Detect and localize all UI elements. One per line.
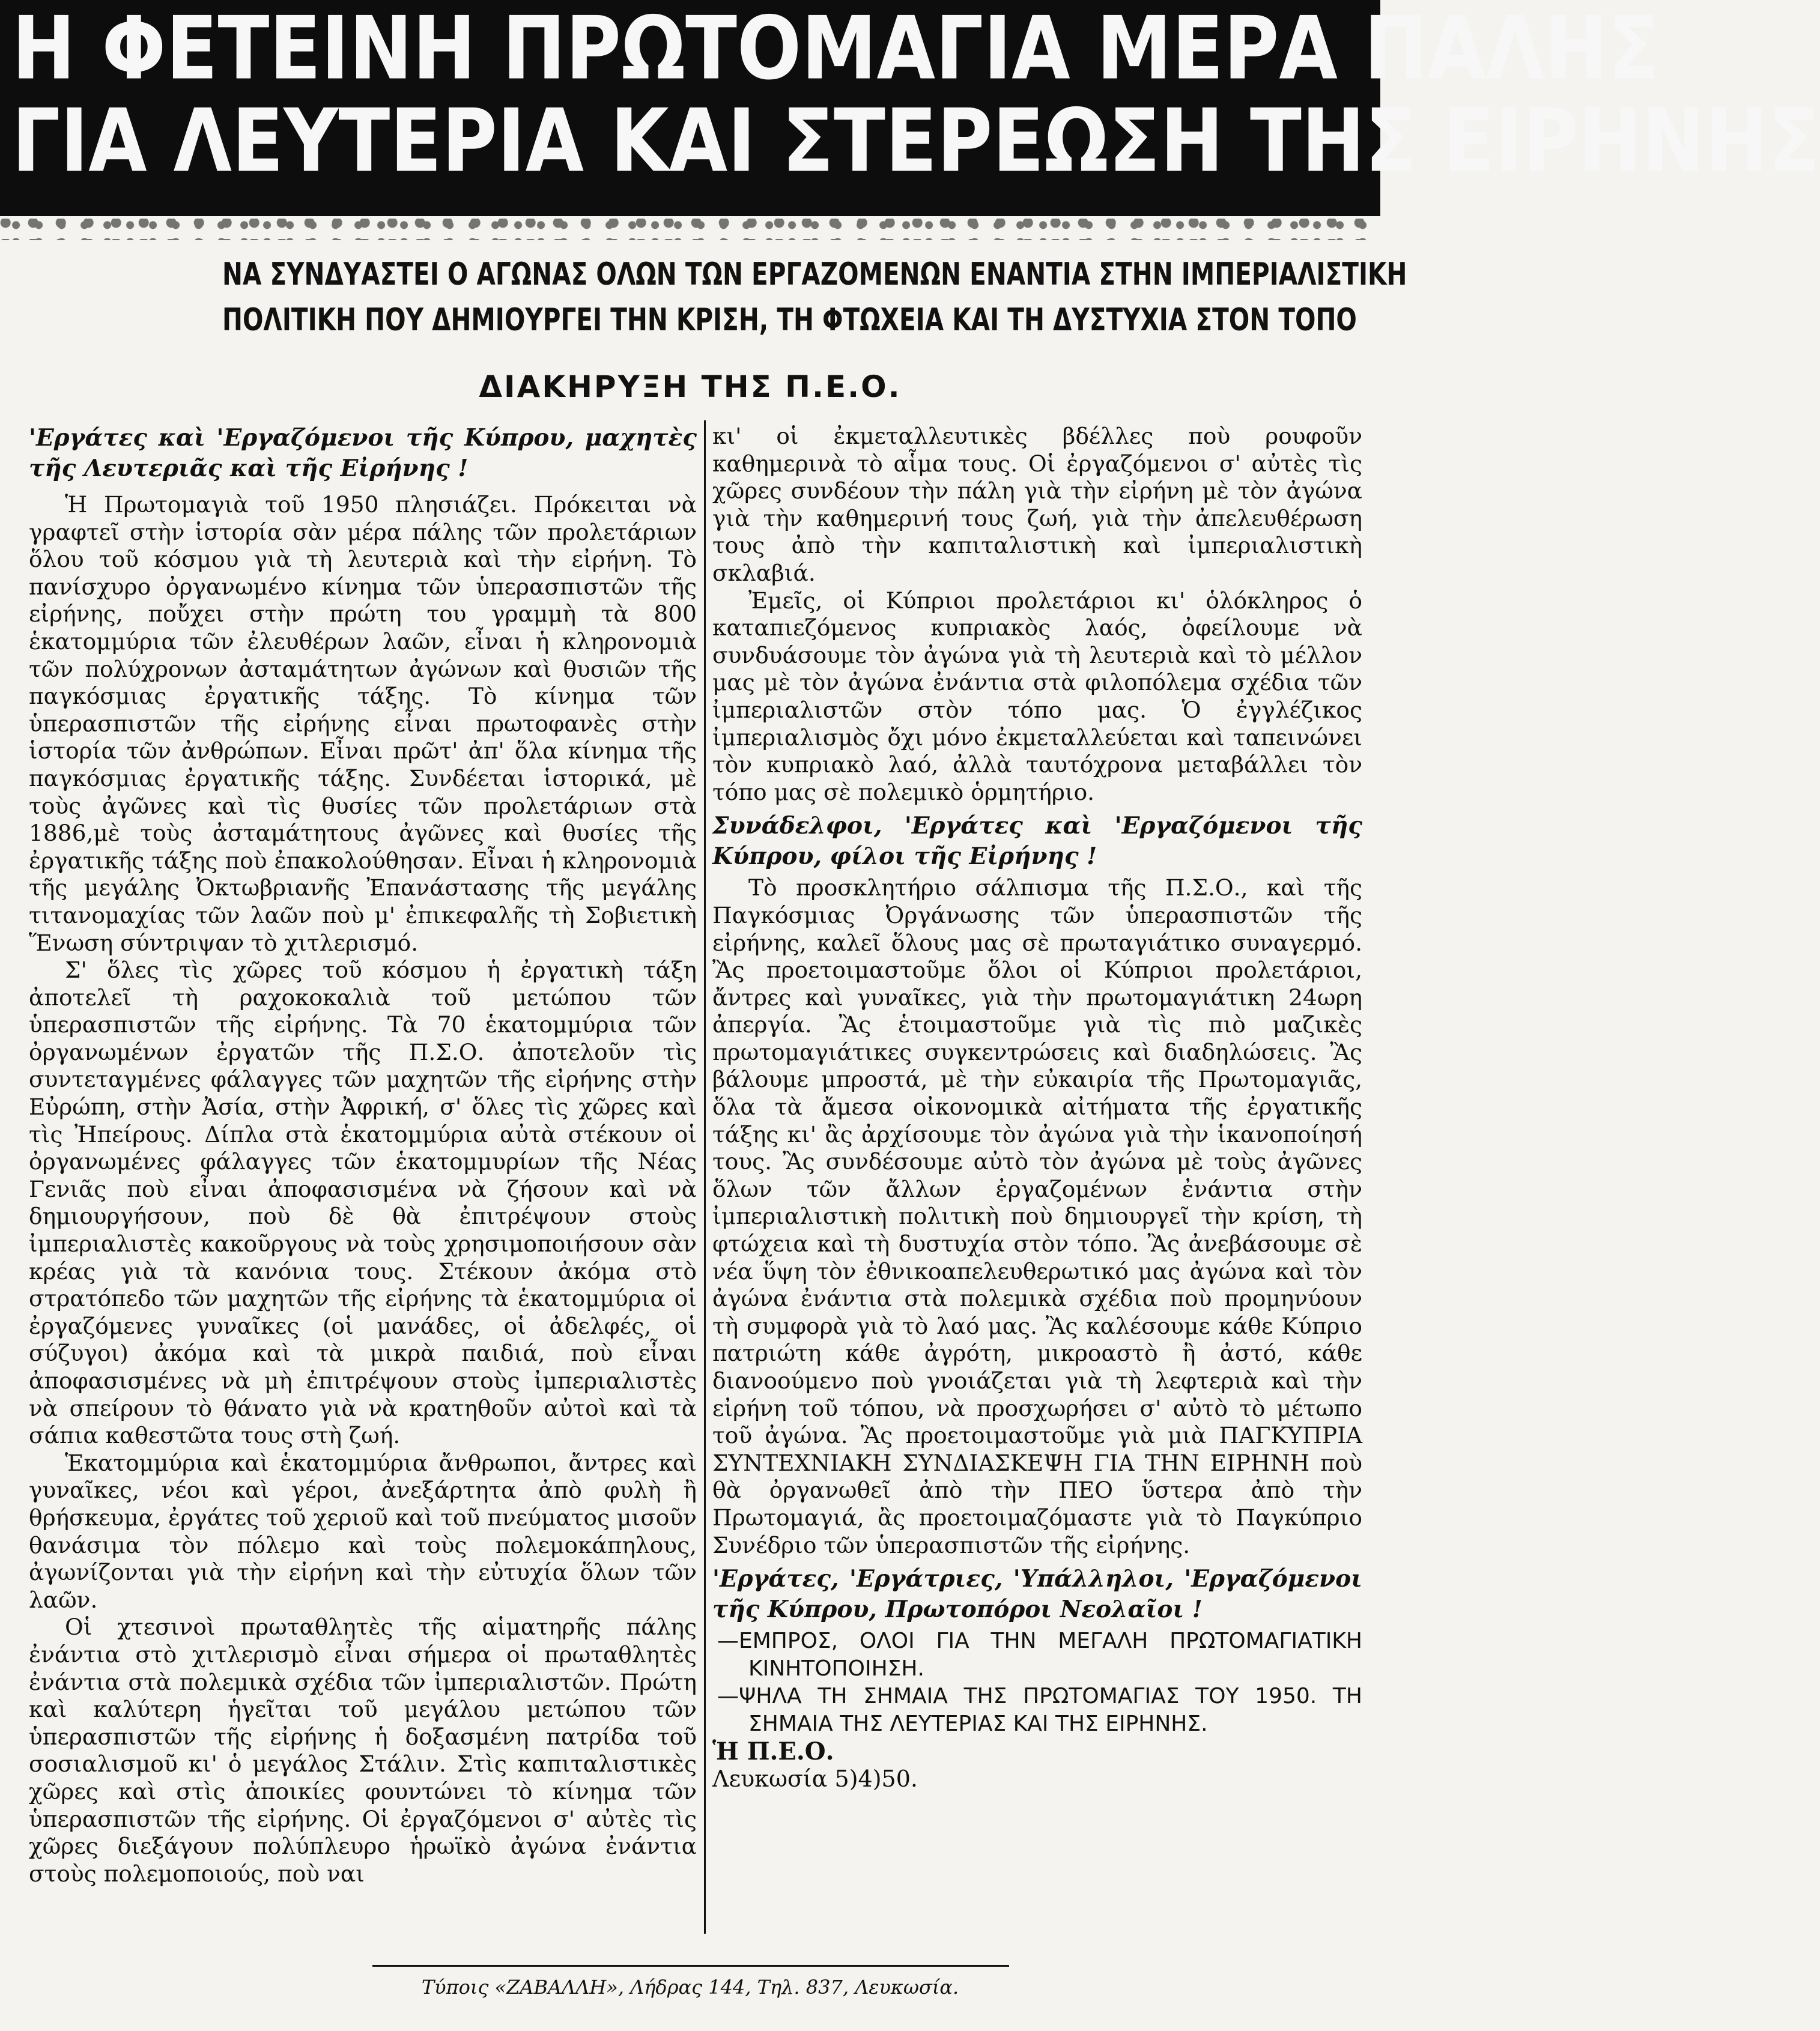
column-divider bbox=[704, 420, 706, 1934]
call-to-comrades: Συνάδελφοι, 'Εργάτες καὶ 'Εργαζόμενοι τῆς Κύπρου, φίλοι τῆς Εἰρήνης ! bbox=[712, 812, 1362, 871]
left-paragraph-4: Οἱ χτεσινοὶ πρωταθλητὲς τῆς αἱματηρῆς πάλης ἐνάντια στὸ χιτλερισμὸ εἶναι σήμερα οἱ πρωταθλητὲς ἐνάντια στὰ πολεμικὰ σχέδια τῶν ἰμπεριαλιστῶν. Πρώτη καὶ καλύτερη ἡγεῖται τοῦ μεγάλου μετώπου τῶν ὑπερασπιστῶν τῆς εἰρήνης ἡ δοξασμένη πατρίδα τοῦ σοσιαλισμοῦ κι' ὁ μεγάλος Στάλιν. Στὶς καπιταλιστικὲς χῶρες καὶ στὶς ἀποικίες φουντώνει τὸ κίνημα τῶν ὑπερασπιστῶν τῆς εἰρήνης. Οἱ ἐργαζόμενοι σ' αὐτὲς τὶς χῶρες διεξάγουν πολύπλευρο ἡρωϊκὸ ἀγώνα ἐνάντια στοὺς πολεμοποιούς, ποὺ ναι bbox=[29, 1614, 697, 1887]
left-paragraph-1: Ἡ Πρωτομαγιὰ τοῦ 1950 πλησιάζει. Πρόκειται νὰ γραφτεῖ στὴν ἱστορία σὰν μέρα πάλης τῶν προλετάριων ὅλου τοῦ κόσμου γιὰ τὴ λευτεριὰ καὶ τὴν εἰρήνη. Τὸ πανίσχυρο ὀργανωμένο κίνημα τῶν ὑπερασπιστῶν τῆς εἰρήνης, ποὔχει στὴν πρώτη του γραμμὴ τὰ 800 ἑκατομμύρια τῶν ἐλευθέρων λαῶν, εἶναι ἡ κληρονομιὰ τῶν πολύχρονων ἀσταμάτητων ἀγώνων καὶ θυσιῶν τῆς παγκόσμιας ἐργατικῆς τάξης. Τὸ κίνημα τῶν ὑπερασπιστῶν τῆς εἰρήνης εἶναι πρωτοφανὲς στὴν ἱστορία τῶν ἀνθρώπων. Εἶναι πρῶτ' ἀπ' ὅλα κίνημα τῆς παγκόσμιας ἐργατικῆς τάξης. Συνδέεται ἱστορικά, μὲ τοὺς ἀγῶνες καὶ τὶς θυσίες τῶν προλετάριων στὰ 1886,μὲ τοὺς ἀσταμάτητους ἀγῶνες καὶ θυσίες τῆς ἐργατικῆς τάξης ποὺ ἐπακολούθησαν. Εἶναι ἡ κληρονομιὰ τῆς μεγάλης Ὀκτωβριανῆς Ἐπανάστασης τῆς μεγάλης τιτανομαχίας τῶν λαῶν ποὺ μ' ἐπικεφαλῆς τὴ Σοβιετικὴ Ἕνωση σύντριψαν τὸ χιτλερισμό. bbox=[29, 491, 697, 956]
subheadline-line-1: ΝΑ ΣΥΝΔΥΑΣΤΕΙ Ο ΑΓΩΝΑΣ ΟΛΩΝ ΤΩΝ ΕΡΓΑΖΟΜΕΝΩΝ ΕΝΑΝΤΙΑ ΣΤΗΝ ΙΜΠΕΡΙΑΛΙΣΤΙΚΗ bbox=[222, 256, 1407, 292]
opening-call: 'Εργάτες καὶ 'Εργαζόμενοι τῆς Κύπρου, μαχητὲς τῆς Λευτεριᾶς καὶ τῆς Εἰρήνης ! bbox=[29, 424, 697, 482]
left-paragraph-3: Ἑκατομμύρια καὶ ἑκατομμύρια ἄνθρωποι, ἄντρες καὶ γυναῖκες, νέοι καὶ γέροι, ἀνεξάρτητα ἀπὸ φυλὴ ἢ θρήσκευμα, ἐργάτες τοῦ χεριοῦ καὶ τοῦ πνεύματος μισοῦν θανάσιμα τὸν πόλεμο καὶ τοὺς πολεμοκάπηλους, ἀγωνίζονται γιὰ τὴν εἰρήνη καὶ τὴν εὐτυχία ὅλων τῶν λαῶν. bbox=[29, 1449, 697, 1613]
declaration-title: ΔΙΑΚΗΡΥΞΗ ΤΗΣ Π.Ε.Ο. bbox=[479, 369, 902, 404]
signature: Ἡ Π.Ε.Ο. bbox=[712, 1737, 834, 1766]
left-column bbox=[29, 423, 697, 1887]
left-paragraph-2: Σ' ὅλες τὶς χῶρες τοῦ κόσμου ἡ ἐργατικὴ τάξη ἀποτελεῖ τὴ ραχοκοκαλιὰ τοῦ μετώπου τῶν ὑπερασπιστῶν τῆς εἰρήνης. Τὰ 70 ἑκατομμύρια τῶν ὀργανωμένων ἐργατῶν τῆς Π.Σ.Ο. ἀποτελοῦν τὶς συντεταγμένες φάλαγγες τῶν μαχητῶν τῆς εἰρήνης στὴν Εὐρώπη, στὴν Ἀσία, στὴν Ἀφρική, σ' ὅλες τὶς χῶρες καὶ τὶς Ἠπείρους. Δίπλα στὰ ἑκατομμύρια αὐτὰ στέκουν οἱ ὀργανωμένες φάλαγγες τῶν ἑκατομμυρίων τῆς Νέας Γενιᾶς ποὺ εἶναι ἀποφασισμένα νὰ ζήσουν καὶ νὰ δημιουργήσουν, ποὺ δὲ θὰ ἐπιτρέψουν στοὺς ἰμπεριαλιστὲς κακοῦργους νὰ τοὺς χρησιμοποιήσουν σὰν κρέας γιὰ τὰ κανόνια τους. Στέκουν ἀκόμα στὸ στρατόπεδο τῶν μαχητῶν τῆς εἰρήνης τὰ ἑκατομμύρια οἱ ἐργαζόμενες γυναῖκες (οἱ μανάδες, οἱ ἀδελφές, οἱ σύζυγοι) ἀκόμα καὶ τὰ μικρὰ παιδιά, ποὺ εἶναι ἀποφασισμένες νὰ μὴ ἐπιτρέψουν στοὺς ἰμπεριαλιστὲς νὰ σπείρουν τὸ θάνατο γιὰ νὰ κρατηθοῦν αὐτοὶ καὶ τὰ σάπια καθεστῶτα τους στὴ ζωή. bbox=[29, 957, 697, 1449]
right-paragraph-2: Ἐμεῖς, οἱ Κύπριοι προλετάριοι κι' ὁλόκληρος ὁ καταπιεζόμενος κυπριακὸς λαός, ὀφείλουμε νὰ συνδυάσουμε τὸν ἀγώνα γιὰ τὴ λευτεριὰ καὶ τὸ μέλλον μας μὲ τὸν ἀγώνα ἐνάντια στὰ φιλοπόλεμα σχέδια τῶν ἰμπεριαλιστῶν στὸν τόπο μας. Ὁ ἐγγλέζικος ἰμπεριαλισμὸς ὄχι μόνο ἐκμεταλλεύεται καὶ ταπεινώνει τὸν κυπριακὸ λαό, ἀλλὰ ταυτόχρονα μεταβάλλει τὸν τόπο μας σὲ πολεμικὸ ὁρμητήριο. bbox=[712, 587, 1362, 805]
slogan-1: —ΕΜΠΡΟΣ, ΟΛΟΙ ΓΙΑ ΤΗΝ ΜΕΓΑΛΗ ΠΡΩΤΟΜΑΓΙΑΤΙΚΗ ΚΙΝΗΤΟΠΟΙΗΣΗ. bbox=[717, 1629, 1362, 1681]
right-column bbox=[712, 423, 1362, 1793]
slogan-2: —ΨΗΛΑ ΤΗ ΣΗΜΑΙΑ ΤΗΣ ΠΡΩΤΟΜΑΓΙΑΣ ΤΟΥ 1950. ΤΗ ΣΗΜΑΙΑ ΤΗΣ ΛΕΥΤΕΡΙΑΣ ΚΑΙ ΤΗΣ ΕΙΡΗΝΗΣ. bbox=[717, 1684, 1362, 1737]
dateline: Λευκωσία 5)4)50. bbox=[712, 1765, 918, 1792]
subheadline-line-2: ΠΟΛΙΤΙΚΗ ΠΟΥ ΔΗΜΙΟΥΡΓΕΙ ΤΗΝ ΚΡΙΣΗ, ΤΗ ΦΤΩΧΕΙΑ ΚΑΙ ΤΗ ΔΥΣΤΥΧΙΑ ΣΤΟΝ ΤΟΠΟ bbox=[222, 302, 1357, 338]
footer-rule bbox=[372, 1965, 1009, 1967]
right-paragraph-1: κι' οἱ ἐκμεταλλευτικὲς βδέλλες ποὺ ρουφοῦν καθημερινὰ τὸ αἷμα τους. Οἱ ἐργαζόμενοι σ' αὐτὲς τὶς χῶρες συνδέουν τὴν πάλη γιὰ τὴν εἰρήνη μὲ τὸν ἀγώνα γιὰ τὴν καθημερινή τους ζωή, γιὰ τὴν ἀπελευθέρωση τους ἀπὸ τὴν καπιταλιστικὴ καὶ ἰμπεριαλιστικὴ σκλαβιά. bbox=[712, 423, 1362, 586]
headline-line-1: Η ΦΕΤΕΙΝΗ ΠΡΩΤΟΜΑΓΙΑ ΜΕΡΑ ΠΑΛΗΣ bbox=[12, 0, 1660, 99]
printer-imprint: Τύποις «ΖΑΒΑΛΛΗ», Λήδρας 144, Τηλ. 837, Λευκωσία. bbox=[421, 1976, 959, 1999]
right-paragraph-3: Τὸ προσκλητήριο σάλπισμα τῆς Π.Σ.Ο., καὶ τῆς Παγκόσμιας Ὀργάνωσης τῶν ὑπερασπιστῶν τῆς εἰρήνης, καλεῖ ὅλους μας σὲ πρωταγιάτικο συναγερμό. Ἂς προετοιμαστοῦμε ὅλοι οἱ Κύπριοι προλετάριοι, ἄντρες καὶ γυναῖκες, γιὰ τὴν πρωτομαγιάτικη 24ωρη ἀπεργία. Ἂς ἑτοιμαστοῦμε γιὰ τὶς πιὸ μαζικὲς πρωτομαγιάτικες συγκεντρώσεις καὶ διαδηλώσεις. Ἂς βάλουμε μπροστά, μὲ τὴν εὐκαιρία τῆς Πρωτομαγιᾶς, ὅλα τὰ ἄμεσα οἰκονομικὰ αἰτήματα τῆς ἐργατικῆς τάξης κι' ἂς ἀρχίσουμε τὸν ἀγώνα γιὰ τὴν ἱκανοποίησή τους. Ἂς συνδέσουμε αὐτὸ τὸν ἀγώνα μὲ τοὺς ἀγῶνες ὅλων τῶν ἄλλων ἐργαζομένων ἐνάντια στὴν ἰμπεριαλιστικὴ πολιτικὴ ποὺ δημιουργεῖ τὴν κρίση, τὴ φτώχεια καὶ τὴ δυστυχία στὸν τόπο. Ἂς ἀνεβάσουμε σὲ νέα ὕψη τὸν ἐθνικοαπελευθερωτικό μας ἀγώνα καὶ τὸν ἀγώνα ἐνάντια στὰ πολεμικὰ σχέδια ποὺ προμηνύουν τὴ συμφορὰ γιὰ τὸ λαό μας. Ἂς καλέσουμε κάθε Κύπριο πατριώτη κάθε ἀγρότη, μικροαστὸ ἢ ἀστό, κάθε διανοούμενο ποὺ γνοιάζεται γιὰ τὴ λεφτεριὰ καὶ τὴν εἰρήνη τοῦ τόπου, νὰ προσχωρήσει σ' αὐτὸ τὸ μέτωπο τοῦ ἀγώνα. Ἂς προετοιμαστοῦμε γιὰ μιὰ ΠΑΓΚΥΠΡΙΑ ΣΥΝΤΕΧΝΙΑΚΗ ΣΥΝΔΙΑΣΚΕΨΗ ΓΙΑ ΤΗΝ ΕΙΡΗΝΗ ποὺ θὰ ὀργανωθεῖ ἀπὸ τὴν ΠΕΟ ὕστερα ἀπὸ τὴν Πρωτομαγιά, ἂς προετοιμαζόμαστε γιὰ τὸ Παγκύπριο Συνέδριο τῶν ὑπερασπιστῶν τῆς εἰρήνης. bbox=[712, 874, 1362, 1558]
headline-line-2: ΓΙΑ ΛΕΥΤΕΡΙΑ ΚΑΙ ΣΤΕΡΕΩΣΗ ΤΗΣ ΕΙΡΗΝΗΣ bbox=[12, 89, 1820, 192]
call-to-workers: 'Εργάτες, 'Εργάτριες, 'Υπάλληλοι, 'Εργαζόμενοι τῆς Κύπρου, Πρωτοπόροι Νεολαῖοι ! bbox=[712, 1565, 1362, 1624]
